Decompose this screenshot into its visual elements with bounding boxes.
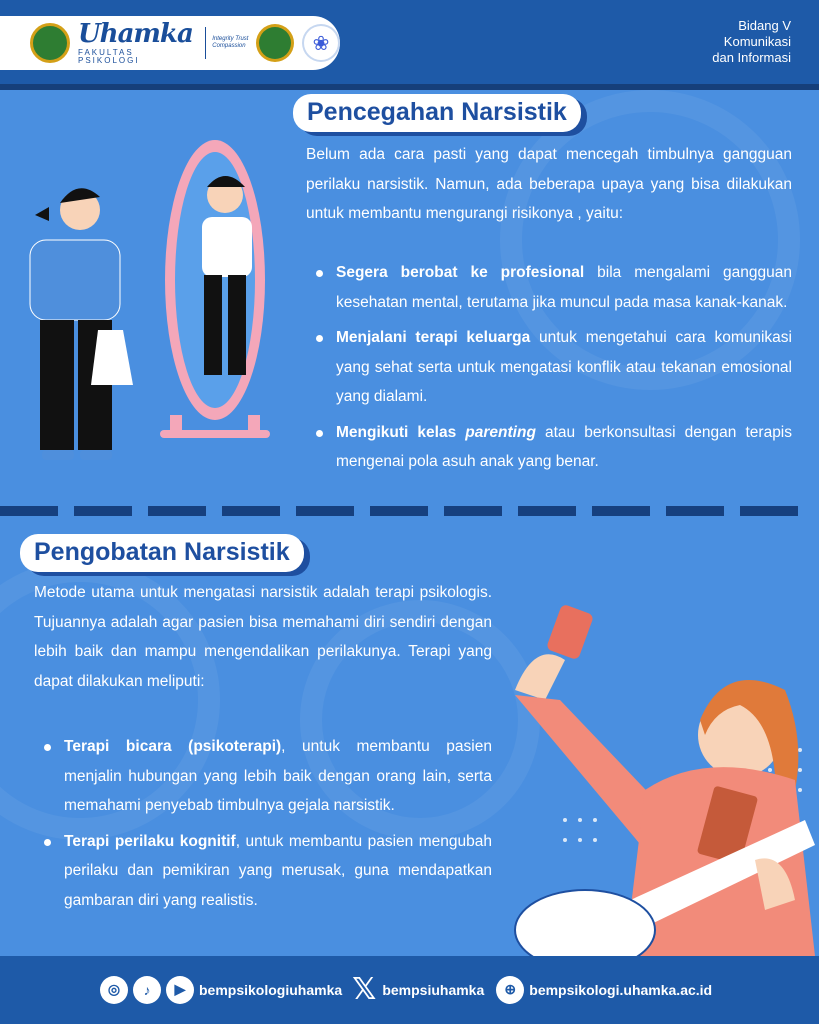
item-text: atau berkonsultasi dengan terapis mengenai pola asuh anak yang benar. <box>336 423 793 470</box>
youtube-icon[interactable]: ▶ <box>166 976 194 1004</box>
list-item <box>306 418 792 477</box>
logo-divider <box>205 27 206 59</box>
social-handle-link[interactable]: bempsikologiuhamka <box>199 981 343 998</box>
item-bold: Mengikuti kelas <box>336 423 466 441</box>
item-text: bila mengalami gangguan kesehatan mental, terutama jika muncul pada masa kanak-kanak. <box>336 264 792 311</box>
department-label <box>712 18 791 66</box>
dept-line: Bidang V <box>738 18 791 33</box>
website-link[interactable]: bempsikologi.uhamka.ac.id <box>529 981 713 998</box>
x-handle-link[interactable]: bempsiuhamka <box>382 981 485 998</box>
brand-block <box>78 21 199 65</box>
section-divider <box>0 506 819 516</box>
section2-title: Pengobatan Narsistik <box>20 534 304 572</box>
globe-icon[interactable]: ⊕ <box>496 976 524 1004</box>
list-item <box>34 732 492 821</box>
logo-panel <box>0 16 340 70</box>
brand-name: Uhamka <box>78 19 193 49</box>
uhamka-seal-icon <box>30 23 70 63</box>
item-italic: parenting <box>465 423 536 441</box>
item-text: , untuk membantu pasien mengubah perilaku dan pemikiran yang merusak, guna mendapatkan gambaran diri yang realistis. <box>64 832 492 909</box>
tiktok-icon[interactable]: ♪ <box>133 976 161 1004</box>
header-stripe <box>0 84 819 90</box>
social-footer <box>100 972 712 1007</box>
list-item <box>306 258 792 317</box>
item-bold: Terapi bicara (psikoterapi) <box>64 738 282 755</box>
item-bold: Segera berobat ke profesional <box>336 264 585 281</box>
item-bold: Terapi perilaku kognitif <box>64 832 236 850</box>
mirror-illustration <box>20 125 295 470</box>
section1-title: Pencegahan Narsistik <box>293 94 581 132</box>
x-icon[interactable]: 𝕏 <box>352 972 377 1007</box>
section2-list <box>34 732 492 921</box>
section1-list <box>306 258 792 483</box>
section2-intro: Metode utama untuk mengatasi narsistik adalah terapi psikologis. Tujuannya adalah agar pasien bisa memahami diri sendiri dengan lebih baik dan mampu mengendalikan perilakunya. Terapi yang dapat dilakukan meliputi: <box>34 584 492 690</box>
dept-line: dan Informasi <box>712 50 791 65</box>
selfie-illustration <box>505 600 815 956</box>
instagram-icon[interactable]: ◎ <box>100 976 128 1004</box>
lotus-logo-icon: ❀ <box>302 24 340 62</box>
faculty-name: FAKULTAS PSIKOLOGI <box>78 48 140 65</box>
brand-tagline: Integrity Trust Compassion <box>212 35 249 49</box>
list-item <box>306 323 792 412</box>
dept-line: Komunikasi <box>723 34 791 49</box>
item-text: , untuk membantu pasien menjalin hubungan yang lebih baik dengan orang lain, serta memahami penyebab timbulnya gejala narsistik. <box>64 738 492 814</box>
org-seal-icon <box>256 24 294 62</box>
item-text: untuk mengetahui cara komunikasi yang sehat serta untuk mengatasi konflik atau tekanan emosional yang dialami. <box>336 329 792 405</box>
section1-intro: Belum ada cara pasti yang dapat mencegah timbulnya gangguan perilaku narsistik. Namun, ada beberapa upaya yang bisa dilakukan untuk membantu mengurangi risikonya , yaitu: <box>306 146 792 222</box>
list-item <box>34 827 492 916</box>
item-bold: Menjalani terapi keluarga <box>336 329 531 346</box>
